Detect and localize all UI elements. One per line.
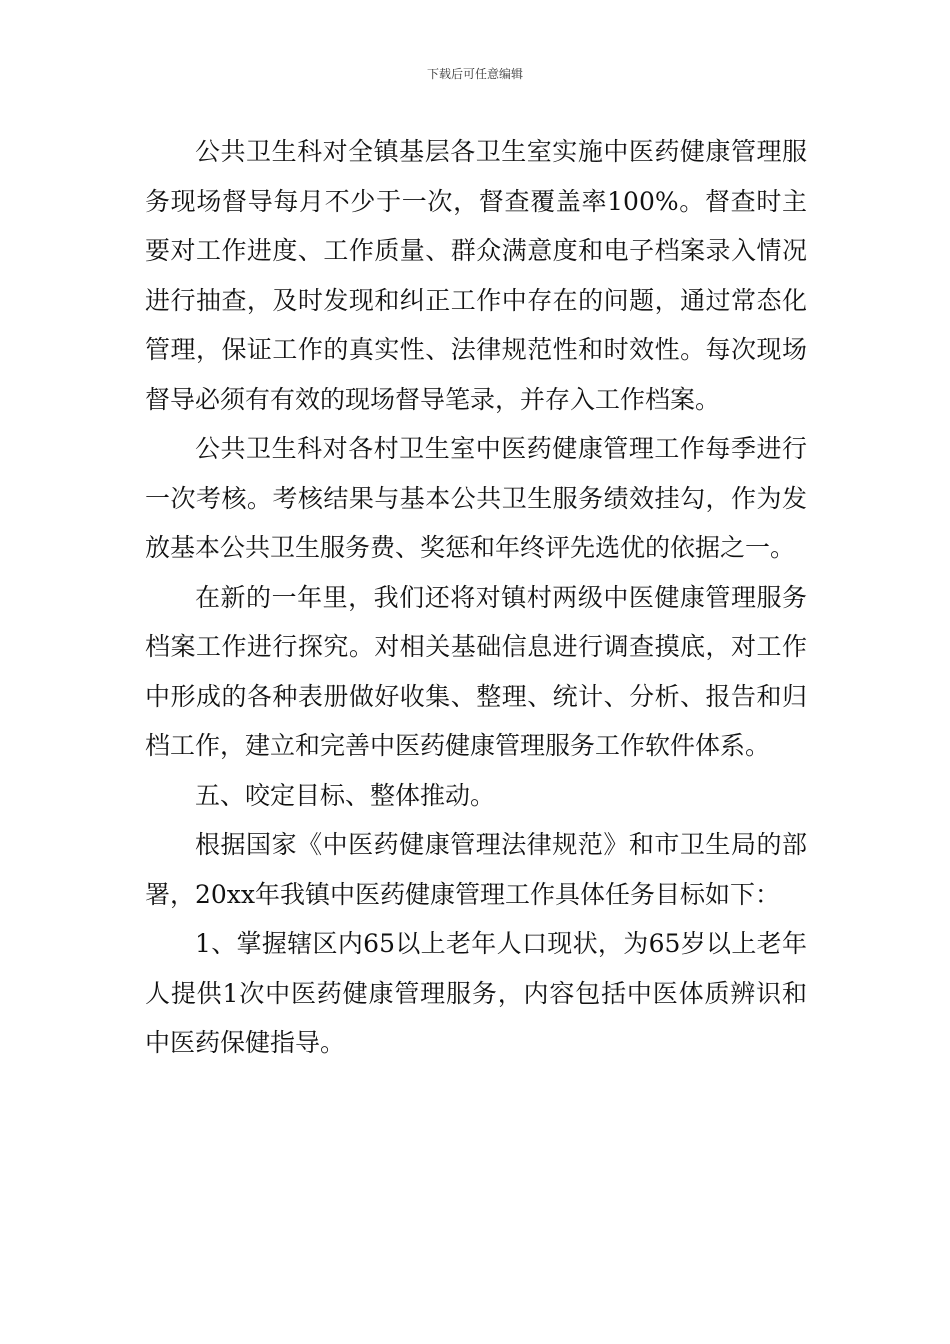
paragraph-assessment: 公共卫生科对各村卫生室中医药健康管理工作每季进行一次考核。考核结果与基本公共卫生服务绩效挂勾，作为发放基本公共卫生服务费、奖惩和年终评先选优的依据之一。 [145,434,807,562]
page-header: 下载后可任意编辑 [426,67,523,81]
document-body [145,127,807,1068]
paragraph-supervision: 公共卫生科对全镇基层各卫生室实施中医药健康管理服务现场督导每月不少于一次，督查覆盖率100%。督查时主要对工作进度、工作质量、群众满意度和电子档案录入情况进行抽查，及时发现和纠正工作中存在的问题，通过常态化管理，保证工作的真实性、法律规范性和时效性。每次现场督导必须有有效的现场督导笔录，并存入工作档案。 [145,137,807,414]
paragraph-target-item-1: 1、掌握辖区内65以上老年人口现状，为65岁以上老年人提供1次中医药健康管理服务，内容包括中医体质辨识和中医药保健指导。 [145,929,807,1057]
paragraph-new-year-plan: 在新的一年里，我们还将对镇村两级中医健康管理服务档案工作进行探究。对相关基础信息进行调查摸底，对工作中形成的各种表册做好收集、整理、统计、分析、报告和归档工作，建立和完善中医药健康管理服务工作软件体系。 [145,582,807,760]
paragraph-targets-intro: 根据国家《中医药健康管理法律规范》和市卫生局的部署，20xx年我镇中医药健康管理工作具体任务目标如下： [145,830,807,909]
section-heading-five: 五、咬定目标、整体推动。 [195,780,496,810]
